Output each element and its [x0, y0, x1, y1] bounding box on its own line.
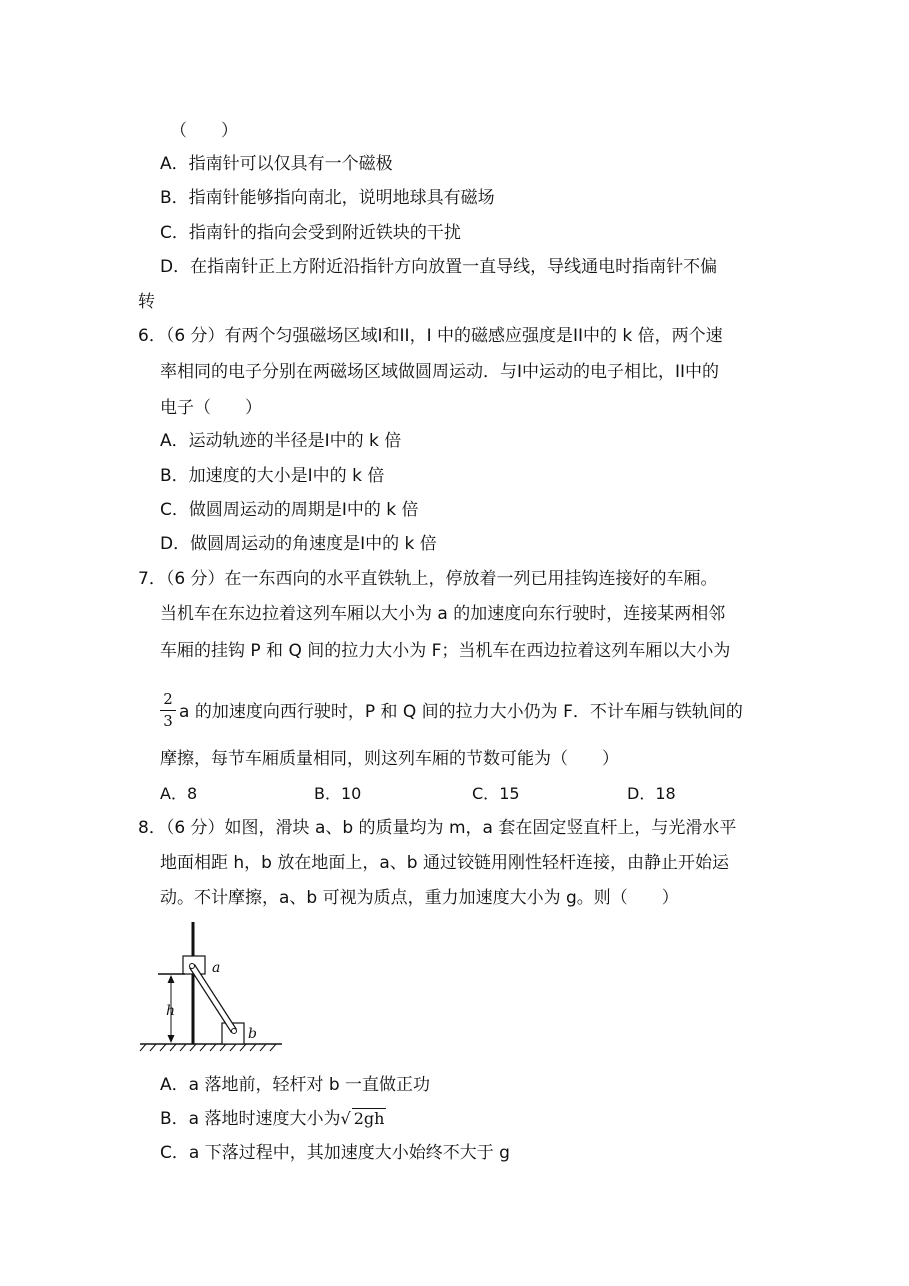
sqrt-radicand: 2gh	[353, 1109, 385, 1128]
q7-stem-line3: 车厢的挂钩 P 和 Q 间的拉力大小为 F；当机车在西边拉着这列车厢以大小为	[160, 641, 731, 661]
option-letter: D．	[160, 534, 191, 554]
q7-stem-line5: 摩擦，每节车厢质量相同，则这列车厢的节数可能为（ ）	[160, 749, 619, 769]
option-text: 指南针能够指向南北，说明地球具有磁场	[188, 188, 495, 208]
slider-rod-figure	[136, 920, 296, 1060]
option-letter: B．	[314, 784, 341, 803]
fraction-denominator: 3	[163, 712, 173, 730]
q6-stem-line3: 电子（ ）	[160, 398, 262, 418]
option-letter: A．	[160, 431, 189, 451]
q6-option-d	[160, 533, 437, 555]
option-text: 在指南针正上方附近沿指针方向放置一直导线，导线通电时指南针不偏	[190, 257, 718, 277]
label-h: h	[166, 1003, 176, 1019]
option-letter: B．	[160, 188, 189, 208]
option-letter: C．	[160, 500, 189, 520]
option-letter: A．	[160, 154, 189, 174]
option-text: 做圆周运动的角速度是I中的 k 倍	[190, 534, 437, 554]
option-text: a 下落过程中，其加速度大小始终不大于 g	[188, 1143, 510, 1163]
label-b: b	[248, 1026, 257, 1042]
q7-option-b	[314, 783, 361, 805]
q5-option-b	[160, 187, 495, 209]
option-text: 做圆周运动的周期是I中的 k 倍	[188, 500, 419, 520]
q8-stem-line3: 动。不计摩擦，a、b 可视为质点，重力加速度大小为 g。则（ ）	[160, 888, 679, 908]
option-letter: B．	[160, 466, 189, 486]
q7-stem-line4: a 的加速度向西行驶时，P 和 Q 间的拉力大小仍为 F．不计车厢与铁轨间的	[179, 702, 743, 722]
option-letter: D．	[627, 784, 656, 803]
option-text: 运动轨迹的半径是I中的 k 倍	[188, 431, 402, 451]
q5-answer-paren: （ ）	[170, 121, 238, 141]
q5-option-d	[160, 256, 717, 278]
option-letter: C．	[160, 1143, 189, 1163]
option-text: 15	[499, 784, 520, 803]
q5-option-d-tail: 转	[138, 292, 155, 312]
fraction-two-thirds	[160, 690, 176, 734]
q6-option-a	[160, 430, 401, 452]
option-letter: A．	[160, 784, 187, 803]
q5-option-a	[160, 153, 393, 175]
height-arrow-down	[168, 1035, 175, 1043]
q7-stem-line2: 当机车在东边拉着这列车厢以大小为 a 的加速度向东行驶时，连接某两相邻	[160, 604, 726, 624]
q7-option-d	[627, 783, 676, 805]
q6-stem-line1: 6．（6 分）有两个匀强磁场区域I和II，I 中的磁感应强度是II中的 k 倍，两个速	[138, 326, 723, 346]
option-text: a 落地前，轻杆对 b 一直做正功	[188, 1075, 431, 1095]
q7-stem-line1: 7．（6 分）在一东西向的水平直铁轨上，停放着一列已用挂钩连接好的车厢。	[138, 569, 718, 589]
q8-stem-line1: 8．（6 分）如图，滑块 a、b 的质量均为 m，a 套在固定竖直杆上，与光滑水平	[138, 818, 737, 838]
option-letter: A．	[160, 1075, 189, 1095]
q5-option-c	[160, 222, 461, 244]
option-text: 8	[186, 784, 198, 803]
option-text: 10	[340, 784, 362, 803]
q6-option-c	[160, 499, 419, 521]
ground-hatching	[140, 1044, 276, 1051]
option-text: 18	[655, 784, 676, 803]
q7-option-a	[160, 783, 197, 805]
option-letter: B．	[160, 1109, 189, 1129]
option-letter: C．	[160, 223, 189, 243]
option-text: a 落地时速度大小为	[188, 1109, 341, 1129]
q6-option-b	[160, 465, 384, 487]
q7-option-c	[472, 783, 520, 805]
option-text: 指南针可以仅具有一个磁极	[188, 154, 393, 174]
q8-option-a	[160, 1074, 430, 1096]
q8-stem-line2: 地面相距 h，b 放在地面上，a、b 通过铰链用刚性轻杆连接，由静止开始运	[160, 853, 729, 873]
label-a: a	[212, 960, 221, 976]
option-text: 指南针的指向会受到附近铁块的干扰	[188, 223, 461, 243]
q8-option-c	[160, 1142, 510, 1164]
sqrt-expression: √ 2gh	[340, 1109, 385, 1128]
option-text: 加速度的大小是I中的 k 倍	[188, 466, 385, 486]
q8-option-b	[160, 1108, 386, 1130]
option-letter: C．	[472, 784, 500, 803]
fraction-numerator: 2	[160, 690, 176, 711]
q6-stem-line2: 率相同的电子分别在两磁场区域做圆周运动．与I中运动的电子相比，II中的	[160, 362, 720, 382]
option-letter: D．	[160, 257, 191, 277]
height-arrow-up	[168, 975, 175, 983]
